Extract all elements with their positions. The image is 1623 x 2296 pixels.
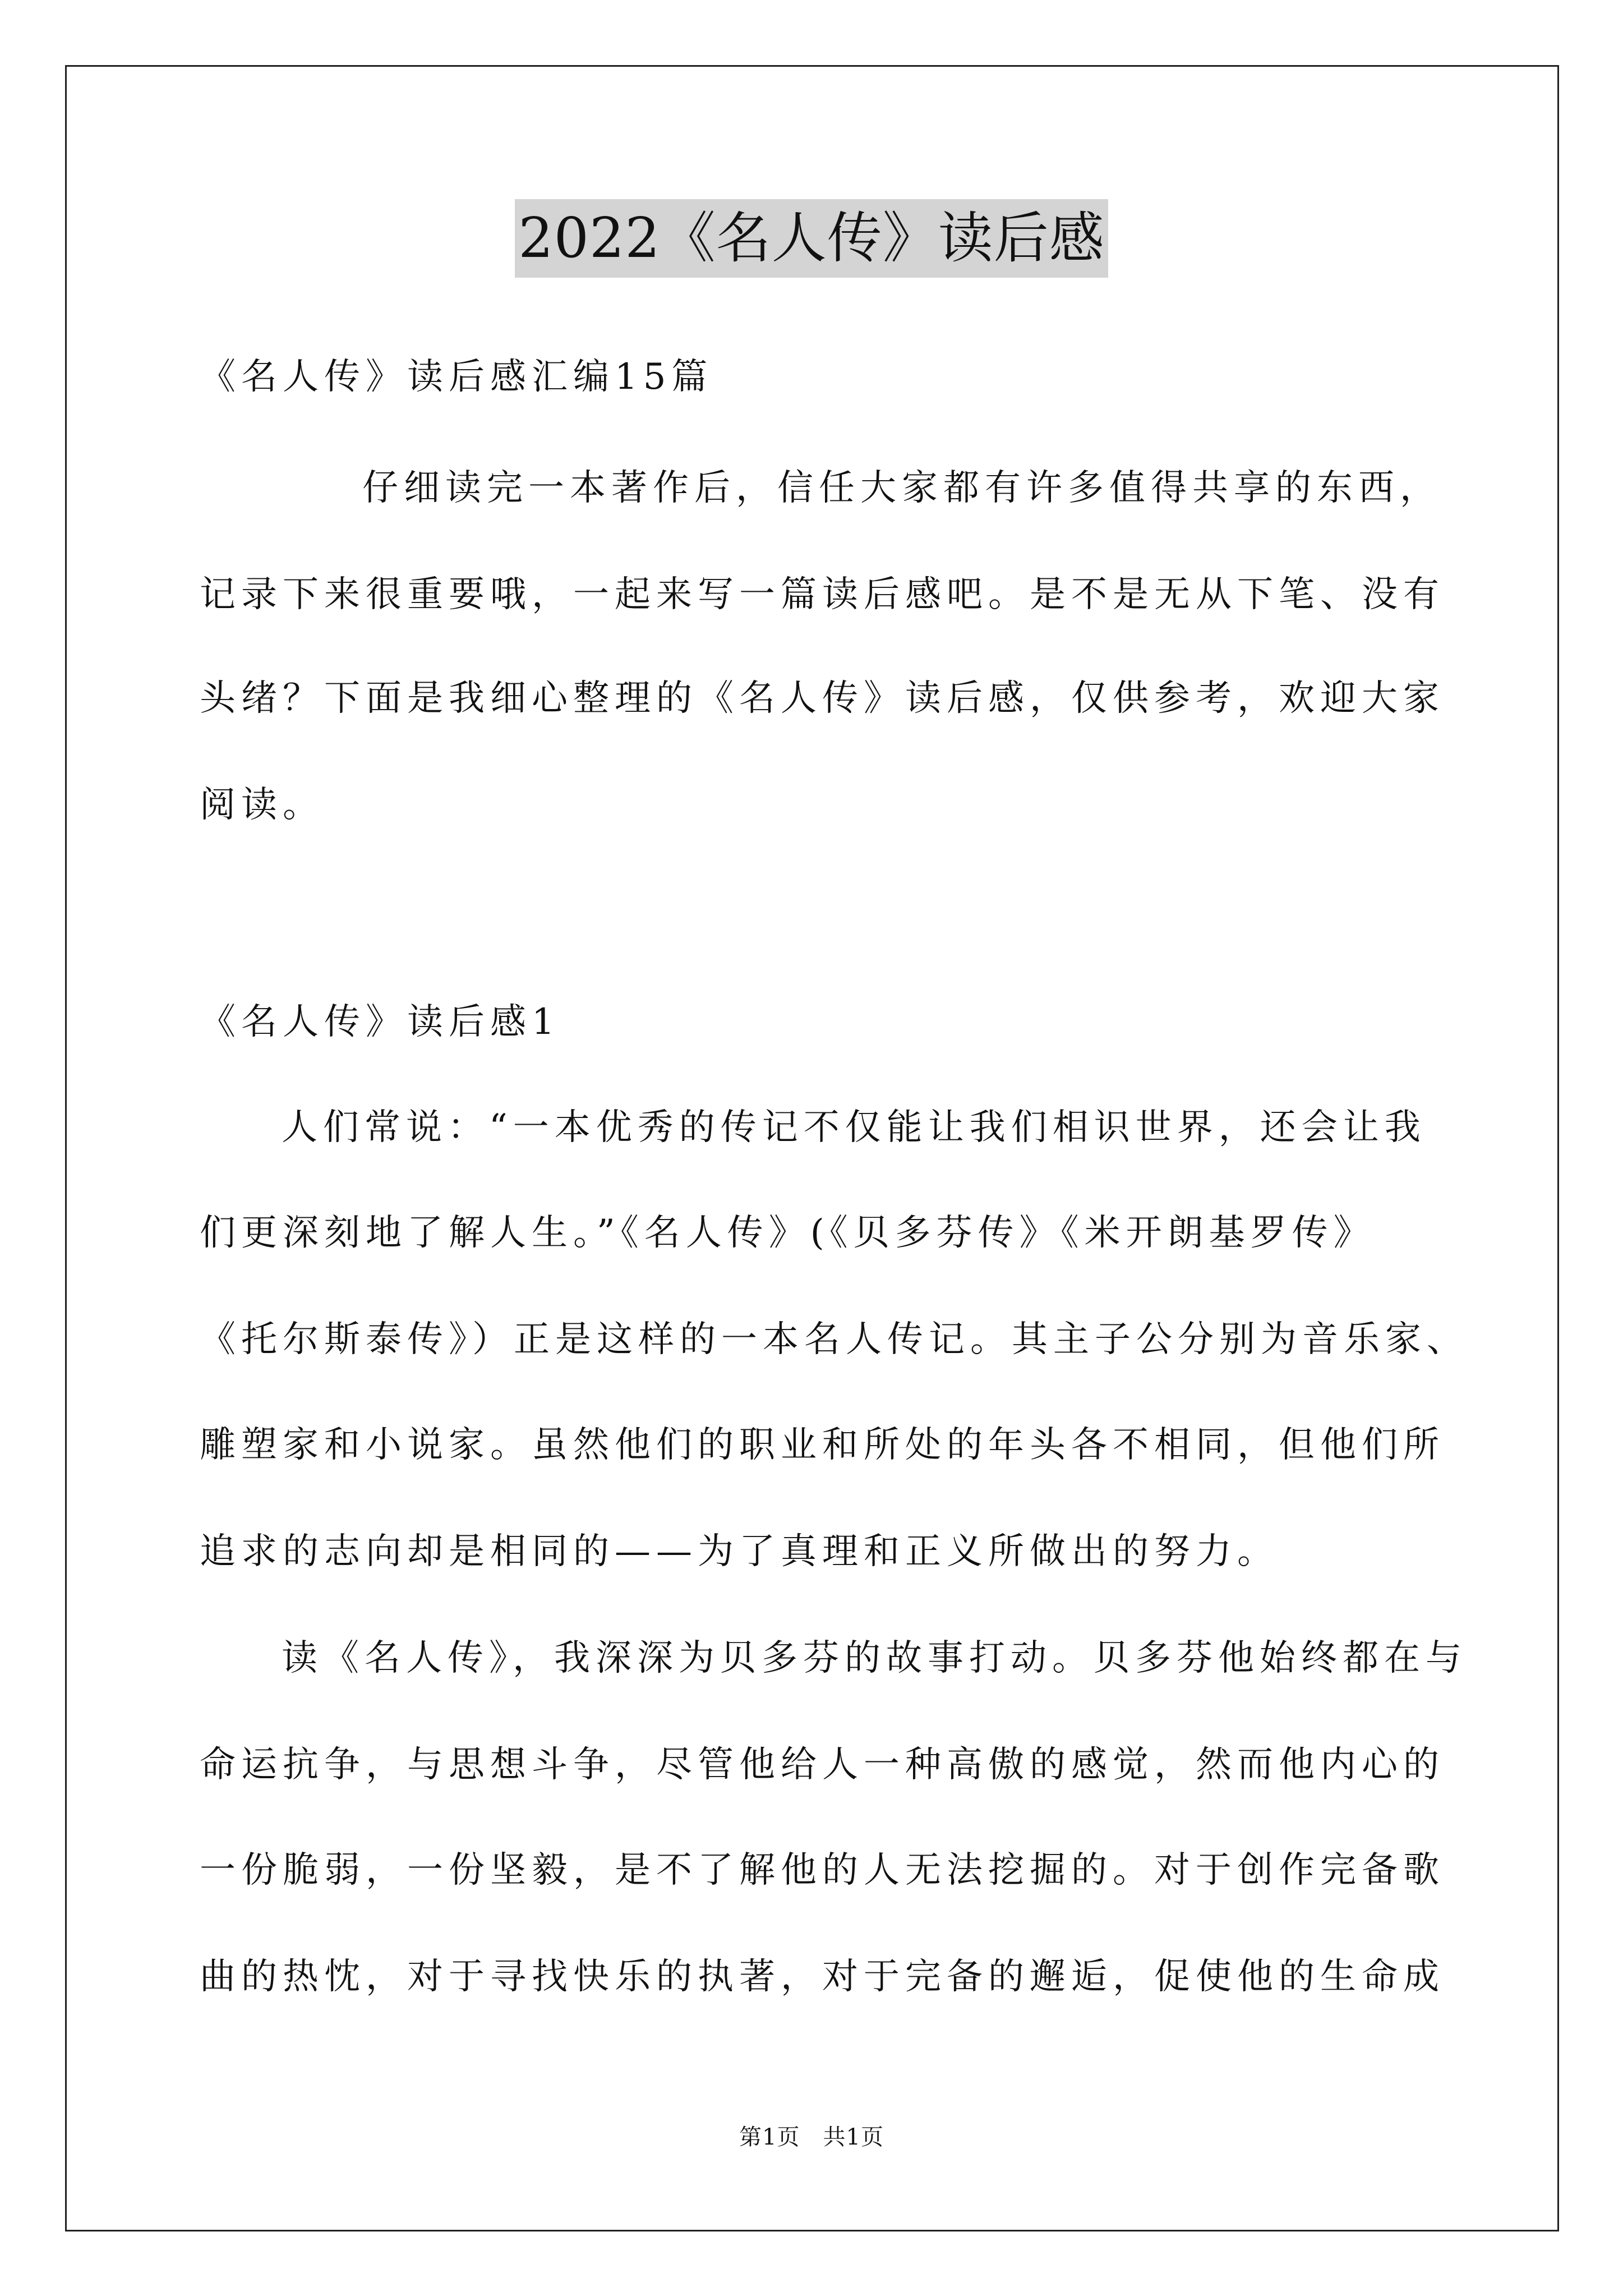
subtitle: 《名人传》读后感汇编15篇 <box>200 356 713 398</box>
section-heading: 《名人传》读后感1 <box>200 1001 560 1043</box>
intro-line: 记录下来很重要哦，一起来写一篇读后感吧。是不是无从下笔、没有 <box>200 574 1445 615</box>
page-number: 第1页 共1页 <box>739 2124 884 2150</box>
paragraph-line: 追求的志向却是相同的——为了真理和正义所做出的努力。 <box>200 1531 1279 1572</box>
paragraph-line: 们更深刻地了解人生。”《名人传》(《贝多芬传》《米开朗基罗传》 <box>200 1212 1375 1254</box>
paragraph-line: 曲的热忱，对于寻找快乐的执著，对于完备的邂逅，促使他的生命成 <box>200 1956 1445 1998</box>
intro-line: 阅读。 <box>200 784 324 826</box>
page-footer <box>0 2120 1623 2154</box>
paragraph-line: 读《名人传》，我深深为贝多芬的故事打动。贝多芬他始终都在与 <box>282 1637 1467 1679</box>
intro-line: 仔细读完一本著作后，信任大家都有许多值得共享的东西， <box>362 467 1441 509</box>
title-container <box>0 199 1623 278</box>
paragraph-line: 《托尔斯泰传》）正是这样的一本名人传记。其主子公分别为音乐家、 <box>200 1319 1468 1360</box>
paragraph-line: 雕塑家和小说家。虽然他们的职业和所处的年头各不相同，但他们所 <box>200 1424 1445 1466</box>
intro-line: 头绪？下面是我细心整理的《名人传》读后感，仅供参考，欢迎大家 <box>200 678 1445 719</box>
paragraph-line: 人们常说：“一本优秀的传记不仅能让我们相识世界，还会让我 <box>282 1107 1426 1148</box>
paragraph-line: 命运抗争，与思想斗争，尽管他给人一种高傲的感觉，然而他内心的 <box>200 1744 1445 1786</box>
document-title: 2022《名人传》读后感 <box>515 199 1108 278</box>
paragraph-line: 一份脆弱，一份坚毅，是不了解他的人无法挖掘的。对于创作完备歌 <box>200 1849 1445 1891</box>
